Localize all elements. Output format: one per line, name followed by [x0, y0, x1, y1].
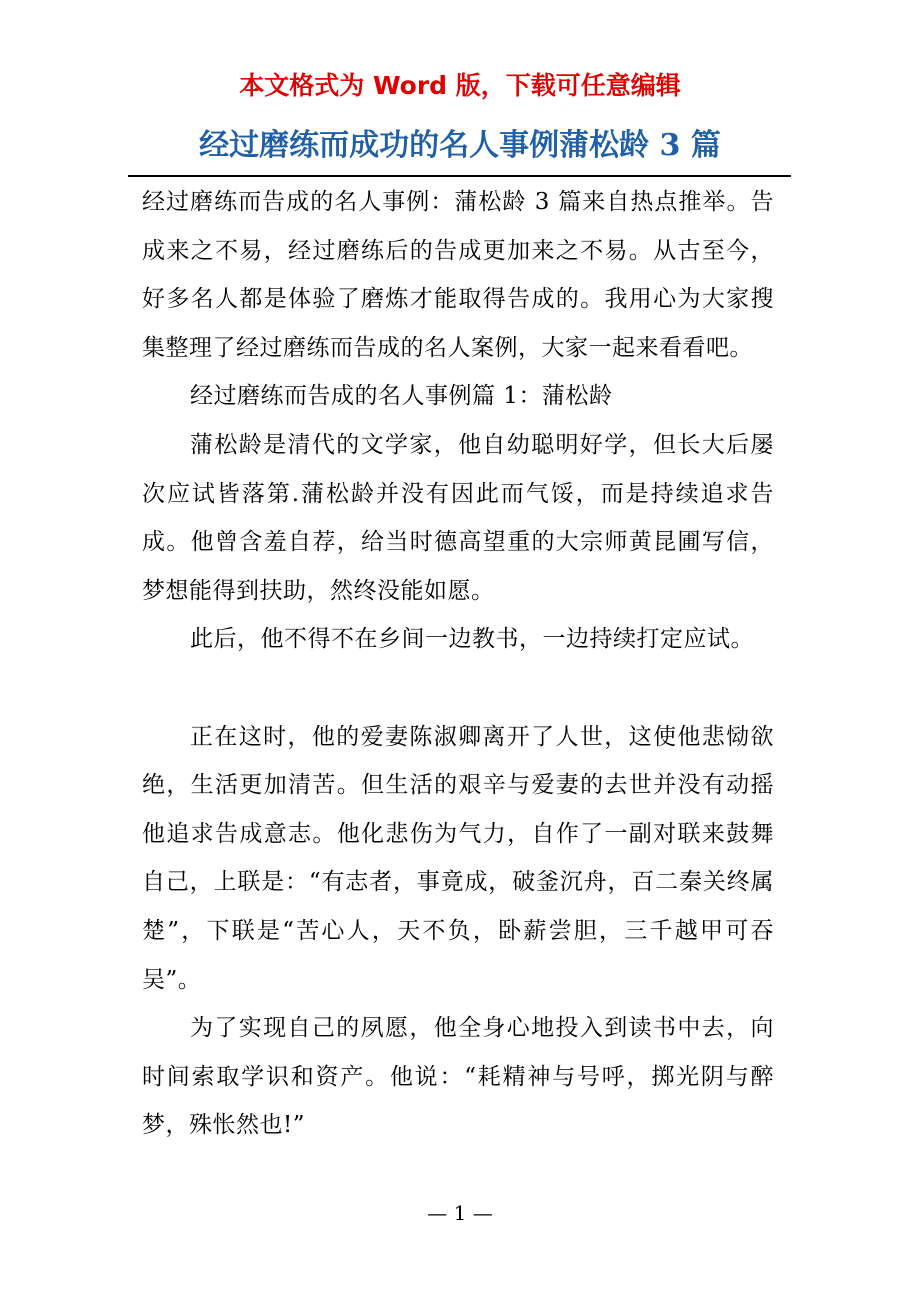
paragraph-couplet: 正在这时，他的爱妻陈淑卿离开了人世，这使他悲恸欲绝，生活更加清苦。但生活的艰辛与爱妻的去世并没有动摇他追求告成意志。他化悲伤为气力，自作了一副对联来鼓舞自己，上联是：“有志者，事竟成，破釜沉舟，百二秦关终属楚”，下联是“苦心人，天不负，卧薪尝胆，三千越甲可吞吴”。 [142, 723, 774, 993]
paragraph-biography: 蒲松龄是清代的文学家，他自幼聪明好学，但长大后屡次应试皆落第.蒲松龄并没有因此而气馁，而是持续追求告成。他曾含羞自荐，给当时德高望重的大宗师黄昆圃写信，梦想能得到扶助，然终没能如愿。 [142, 431, 774, 604]
paragraph-intro: 经过磨练而告成的名人事例：蒲松龄 3 篇来自热点推举。告成来之不易，经过磨练后的告成更加来之不易。从古至今，好多名人都是体验了磨炼才能取得告成的。我用心为大家搜集整理了经过磨练而告成的名人案例，大家一起来看看吧。 [142, 189, 774, 361]
title-rule [128, 175, 791, 177]
paragraph-teaching: 此后，他不得不在乡间一边教书，一边持续打定应试。 [190, 626, 754, 653]
document-title: 经过磨练而成功的名人事例蒲松龄 3 篇 [199, 128, 721, 163]
section-heading: 经过磨练而告成的名人事例篇 1：蒲松龄 [190, 383, 613, 410]
page-number: — 1 — [427, 1201, 493, 1225]
paragraph-ambition: 为了实现自己的夙愿，他全身心地投入到读书中去，向时间索取学识和资产。他说：“耗精神与号呼，掷光阴与醉梦，殊怅然也!” [142, 1015, 774, 1139]
document-body [142, 178, 774, 1150]
paragraph-spacer [142, 664, 774, 713]
download-banner: 本文格式为 Word 版，下载可任意编辑 [239, 71, 681, 100]
